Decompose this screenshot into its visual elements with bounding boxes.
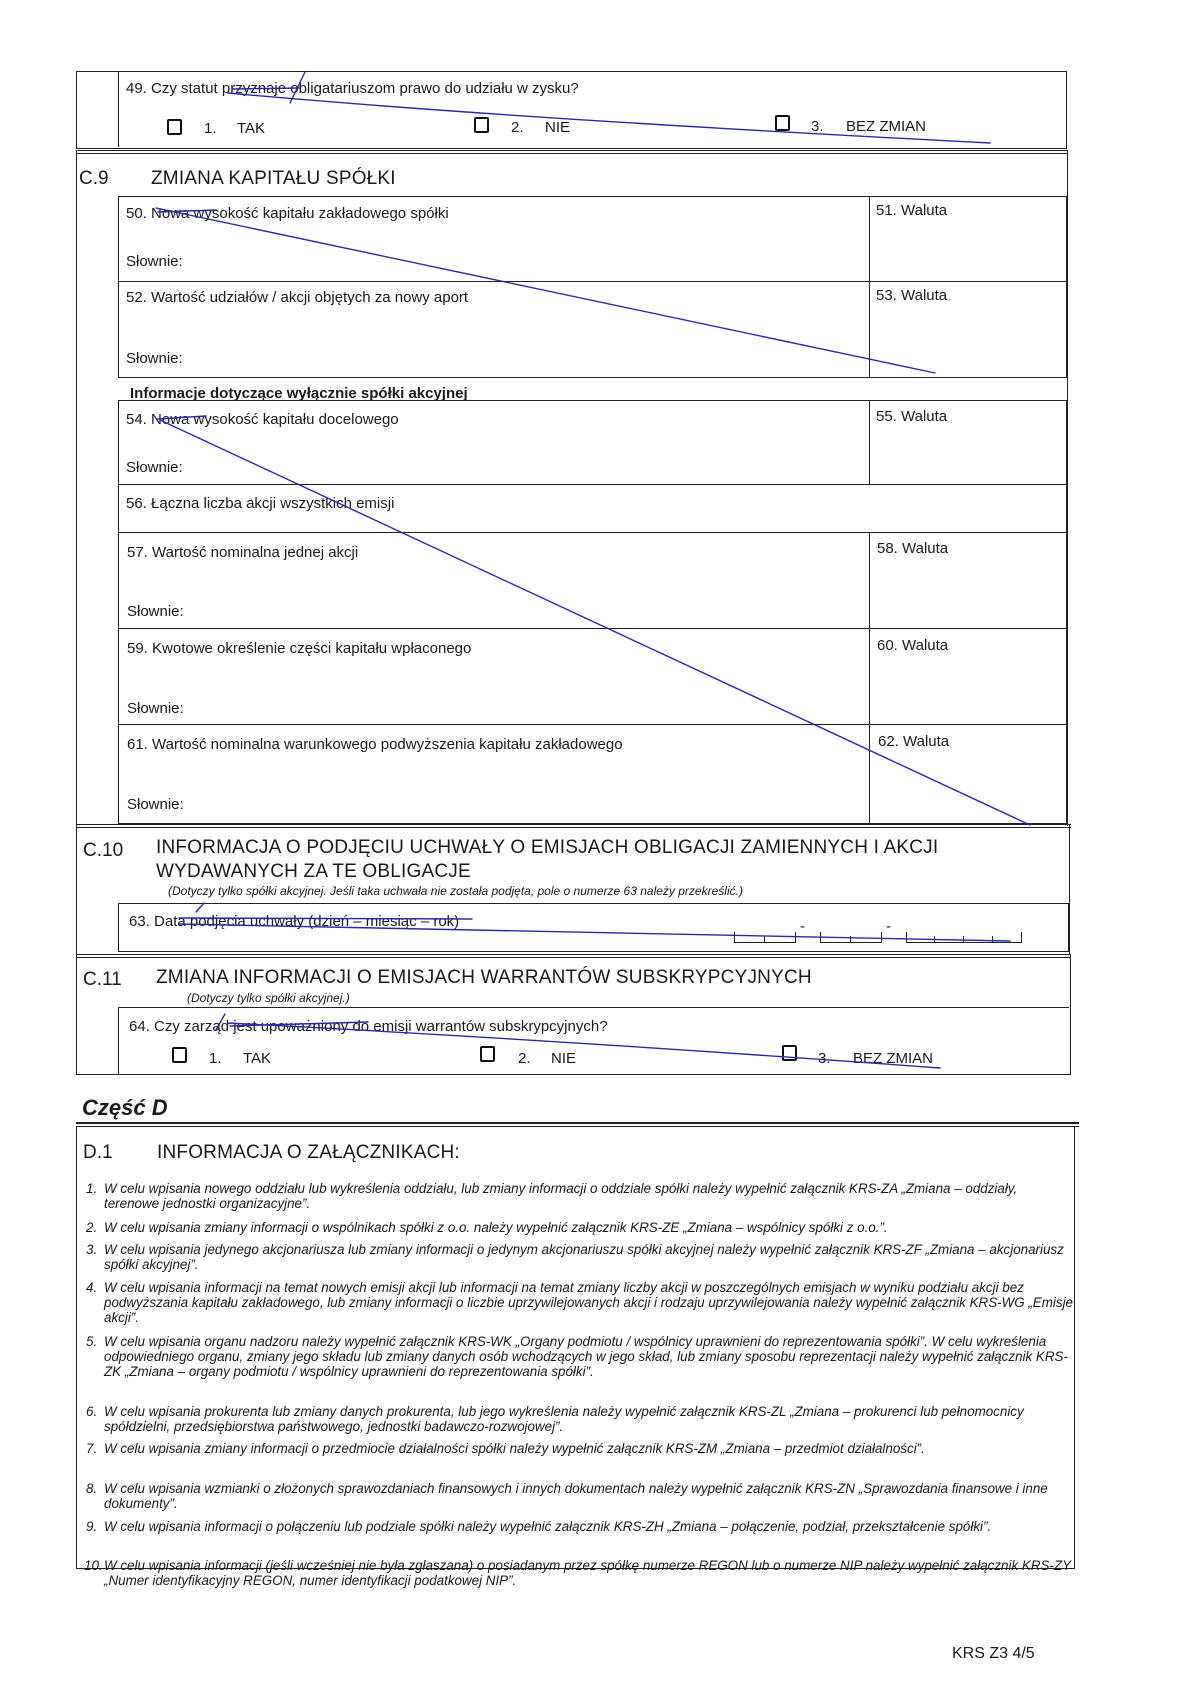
attachment-item-2-text: W celu wpisania zmiany informacji o wspólnikach spółki z o.o. należy wypełnić załącznik KRS-ZE „Zmiana – wspólnicy spółki z o.o.”. — [104, 1220, 888, 1235]
attachment-item-7-text: W celu wpisania zmiany informacji o przedmiocie działalności spółki należy wypełnić załącznik KRS-ZM „Zmiana – przedmiot działalności”. — [104, 1441, 925, 1456]
c10-code: C.10 — [83, 840, 124, 861]
q49-option-2-checkbox[interactable] — [474, 117, 489, 133]
fields-50-51-divider — [869, 196, 870, 378]
field-50-slownie: Słownie: — [126, 253, 183, 270]
c10-top-rule — [76, 824, 1071, 828]
field-54-56-separator — [118, 484, 1067, 485]
c10-outer-left-line — [76, 824, 77, 954]
q64-option-3-label: BEZ ZMIAN — [853, 1050, 934, 1067]
field-60-label: 60. Waluta — [877, 637, 949, 654]
field-63-dash-1: - — [800, 918, 805, 935]
q49-option-2-label: NIE — [545, 119, 571, 136]
field-63-year-divider-2 — [963, 936, 964, 942]
field-57-59-separator — [118, 628, 1067, 629]
field-63-date-input[interactable] — [732, 918, 1024, 948]
attachment-item-4 — [86, 1280, 1076, 1325]
attachment-item-7 — [86, 1441, 1076, 1456]
q49-option-1-checkbox[interactable] — [167, 119, 182, 135]
attachment-item-1-num: 1. — [86, 1181, 98, 1196]
field-54-label: 54. Nowa wysokość kapitału docelowego — [126, 411, 399, 428]
c10-note: (Dotyczy tylko spółki akcyjnej. Jeśli taka uchwała nie została podjęta, pole o numerze 63 należy przekreślić.) — [168, 884, 743, 898]
q64-option-1-checkbox[interactable] — [172, 1047, 187, 1063]
attachment-item-2-num: 2. — [86, 1220, 98, 1235]
attachment-item-3-text: W celu wpisania jedynego akcjonariusza lub zmiany informacji o jedynym akcjonariuszu spółki akcyjnej należy wypełnić załącznik KRS-ZF „Zmiana – akcjonariusz spółki akcyjnej”. — [104, 1242, 1064, 1272]
field-63-day-cells[interactable] — [734, 932, 796, 943]
q49-option-2-num: 2. — [511, 119, 524, 136]
field-56-57-separator — [118, 532, 1067, 533]
field-57-slownie: Słownie: — [127, 603, 184, 620]
q49-option-1-label: TAK — [237, 120, 266, 137]
q49-label: 49. Czy statut przyznaje obligatariuszom prawo do udziału w zysku? — [126, 80, 579, 97]
q64-option-1-num: 1. — [209, 1050, 222, 1067]
page-footer: KRS Z3 4/5 — [952, 1645, 1035, 1662]
field-52-label: 52. Wartość udziałów / akcji objętych za nowy aport — [126, 289, 469, 306]
attachment-item-6-text: W celu wpisania prokurenta lub zmiany danych prokurenta, lub jego wykreślenia należy wypełnić załącznik KRS-ZL „Zmiana – prokurenci lub pełnomocnicy spółdzielni, przedsiębiorstwa państwowego, jednostki badawczo-rozwojowej”. — [104, 1404, 1024, 1434]
attachment-item-1-text: W celu wpisania nowego oddziału lub wykreślenia oddziału, lub zmiany informacji o oddziale spółki należy wypełnić załącznik KRS-ZA „Zmiana – oddziały, terenowe jednostki organizacyjne”. — [104, 1181, 1018, 1211]
c9-outer-right-line — [1067, 150, 1068, 826]
attachment-item-4-text: W celu wpisania informacji na temat nowych emisji akcji lub informacji na temat zmiany liczby akcji w poszczególnych emisjach w wyniku podziału akcji bez podwyższania kapitału zakładowego, lub zmiany informacji o liczbie uprzywilejowanych akcji i rodzaju uprzywilejowania należy wypełnić załącznik KRS-WG „Emisje akcji”. — [104, 1280, 1073, 1325]
c9-top-rule — [76, 150, 1067, 154]
d1-title: INFORMACJA O ZAŁĄCZNIKACH: — [157, 1142, 460, 1163]
q49-option-1-num: 1. — [204, 120, 217, 137]
c11-code: C.11 — [83, 969, 122, 990]
field-54-slownie: Słownie: — [126, 459, 183, 476]
attachment-item-9 — [86, 1519, 1076, 1534]
attachment-item-6 — [86, 1404, 1076, 1434]
field-59-slownie: Słownie: — [127, 700, 184, 717]
fields-50-52-separator — [118, 281, 1067, 282]
attachment-item-8 — [86, 1481, 1076, 1511]
q64-option-2-num: 2. — [518, 1050, 531, 1067]
attachment-item-6-num: 6. — [86, 1404, 98, 1419]
field-52-slownie: Słownie: — [126, 350, 183, 367]
attachment-item-10-num: 10. — [84, 1558, 103, 1573]
attachment-item-7-num: 7. — [86, 1441, 98, 1456]
attachment-item-8-num: 8. — [86, 1481, 98, 1496]
field-63-year-divider-1 — [934, 936, 935, 942]
q64-label: 64. Czy zarząd jest upoważniony do emisji warrantów subskrypcyjnych? — [129, 1018, 608, 1035]
attachment-item-5-num: 5. — [86, 1334, 98, 1349]
attachment-item-10 — [84, 1558, 1074, 1588]
c10-title-line2: WYDAWANYCH ZA TE OBLIGACJE — [156, 861, 471, 882]
c9-code: C.9 — [79, 168, 109, 189]
field-61-label: 61. Wartość nominalna warunkowego podwyższenia kapitału zakładowego — [127, 736, 623, 753]
field-63-year-divider-3 — [992, 936, 993, 942]
field-56-label: 56. Łączna liczba akcji wszystkich emisji — [126, 495, 395, 512]
attachment-item-8-text: W celu wpisania wzmianki o złożonych sprawozdaniach finansowych i innych dokumentach należy wypełnić załącznik KRS-ZN „Sprawozdania finansowe i inne dokumenty”. — [104, 1481, 1048, 1511]
field-63-month-divider — [850, 936, 851, 942]
q49-option-3-checkbox[interactable] — [775, 115, 790, 131]
attachment-item-2 — [86, 1220, 1076, 1235]
c11-note: (Dotyczy tylko spółki akcyjnej.) — [187, 991, 350, 1005]
field-63-label: 63. Data podjęcia uchwały (dzień – miesiąc – rok) — [129, 913, 460, 930]
c11-title: ZMIANA INFORMACJI O EMISJACH WARRANTÓW SUBSKRYPCYJNYCH — [156, 967, 812, 988]
field-62-label: 62. Waluta — [878, 733, 950, 750]
q64-option-3-num: 3. — [818, 1050, 831, 1067]
q49-left-inner-line — [118, 71, 119, 147]
field-53-label: 53. Waluta — [876, 287, 948, 304]
attachment-item-10-text: W celu wpisania informacji (jeśli wcześniej nie była zgłaszana) o posiadanym przez spółkę numerze REGON lub o numerze NIP należy wypełnić załącznik KRS-ZY „Numer identyfikacyjny REGON, numer identyfikacji podatkowej NIP”. — [104, 1558, 1071, 1588]
q64-option-3-checkbox[interactable] — [782, 1045, 797, 1061]
q49-option-3-label: BEZ ZMIAN — [846, 118, 927, 135]
field-63-day-divider — [764, 936, 765, 942]
d1-code: D.1 — [83, 1142, 113, 1163]
field-50-label: 50. Nowa wysokość kapitału zakładowego spółki — [126, 205, 449, 222]
field-63-year-cells[interactable] — [906, 932, 1022, 943]
attachment-item-4-num: 4. — [86, 1280, 98, 1295]
field-59-label: 59. Kwotowe określenie części kapitału wpłaconego — [127, 640, 472, 657]
attachment-item-3 — [86, 1242, 1076, 1272]
sa-only-header: Informacje dotyczące wyłącznie spółki akcyjnej — [130, 385, 468, 402]
fields-54-55-divider — [869, 400, 870, 484]
field-63-month-cells[interactable] — [820, 932, 882, 943]
attachment-item-1 — [86, 1181, 1076, 1211]
field-58-label: 58. Waluta — [877, 540, 949, 557]
c10-outer-right-line — [1069, 824, 1070, 954]
attachment-item-9-num: 9. — [86, 1519, 98, 1534]
field-55-label: 55. Waluta — [876, 408, 948, 425]
field-51-label: 51. Waluta — [876, 202, 948, 219]
attachment-item-5 — [86, 1334, 1076, 1379]
c9-outer-left-line — [76, 150, 77, 826]
attachment-item-5-text: W celu wpisania organu nadzoru należy wypełnić załącznik KRS-WK „Organy podmiotu / wspólnicy uprawnieni do reprezentowania spółki”. W celu wykreślenia odpowiedniego organu, zmiany jego składu lub zmiany danych osób wchodzących w jego skład, lub zmiany sposobu reprezentacji należy wypełnić załącznik KRS-ZK „Zmiana – organy podmiotu / wspólnicy uprawnieni do reprezentowania spółki”. — [104, 1334, 1068, 1379]
field-59-61-separator — [118, 724, 1067, 725]
attachment-item-3-num: 3. — [86, 1242, 98, 1257]
q64-option-2-checkbox[interactable] — [480, 1046, 495, 1062]
q49-option-3-num: 3. — [811, 118, 824, 135]
c9-title: ZMIANA KAPITAŁU SPÓŁKI — [151, 168, 396, 189]
field-63-dash-2: - — [886, 918, 891, 935]
field-61-slownie: Słownie: — [127, 796, 184, 813]
part-d-title: Część D — [82, 1095, 168, 1120]
fields-57-58-divider — [869, 532, 870, 824]
field-57-label: 57. Wartość nominalna jednej akcji — [127, 544, 359, 561]
q64-option-1-label: TAK — [243, 1050, 272, 1067]
c10-title-line1: INFORMACJA O PODJĘCIU UCHWAŁY O EMISJACH OBLIGACJI ZAMIENNYCH I AKCJI — [156, 837, 939, 858]
q64-option-2-label: NIE — [551, 1050, 577, 1067]
attachment-item-9-text: W celu wpisania informacji o połączeniu lub podziale spółki należy wypełnić załącznik KRS-ZH „Zmiana – połączenie, podział, przekształcenie spółki”. — [104, 1519, 992, 1534]
fields-54-62-box — [118, 400, 1067, 824]
